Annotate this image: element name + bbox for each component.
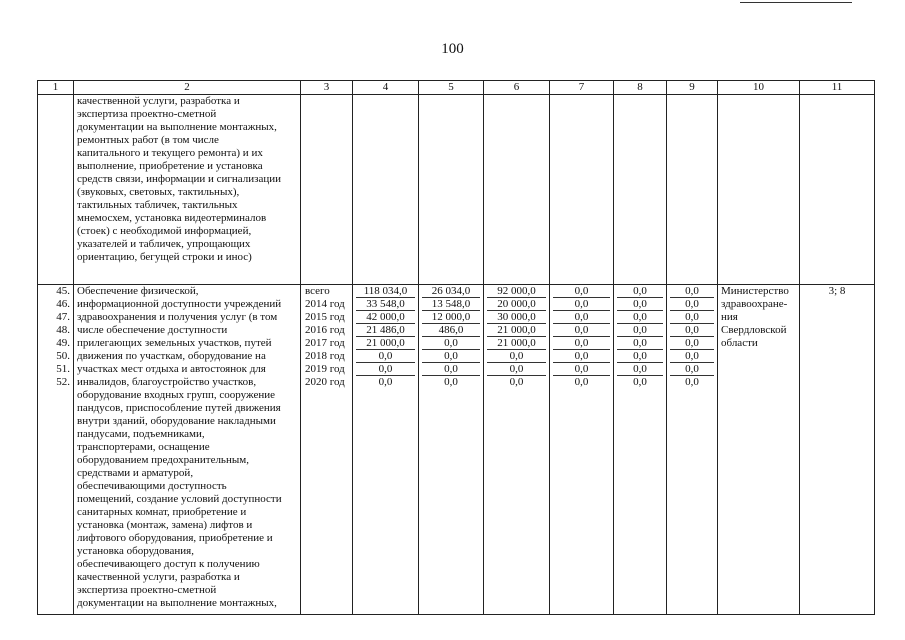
col-header: 5 [419, 81, 484, 95]
cell-line: 0,0 [553, 285, 610, 298]
cell-line: тактильных табличек, тактильных [77, 199, 238, 211]
cell-line: 0,0 [617, 363, 663, 376]
cell-line: 12 000,0 [422, 311, 480, 324]
cell-line: 2019 год [305, 363, 345, 375]
cell-line: 21 000,0 [356, 337, 415, 350]
amount-col-8 [614, 285, 667, 615]
cell-line: 21 000,0 [487, 337, 546, 350]
amount-col-4 [353, 285, 419, 615]
cell-line: обеспечивающими доступность [77, 480, 227, 492]
cell-line: здравоохранения и получения услуг (в том [77, 311, 278, 323]
cell-line: Обеспечение физической, [77, 285, 199, 297]
cell-line: информационной доступности учреждений [77, 298, 282, 310]
cell-line: 20 000,0 [487, 298, 546, 311]
cell-line: 0,0 [422, 350, 480, 363]
cell-line: (звуковых, световых, тактильных), [77, 186, 240, 198]
amount-col-7 [550, 285, 614, 615]
cell-line: области [721, 337, 758, 349]
cell-line: 0,0 [356, 350, 415, 363]
col-header: 10 [718, 81, 800, 95]
cell-line: 0,0 [574, 376, 589, 388]
cell-line: 51. [56, 363, 70, 375]
cell-line: 46. [56, 298, 70, 310]
col-header: 9 [667, 81, 718, 95]
cell-line: 0,0 [617, 324, 663, 337]
cell-line: 118 034,0 [356, 285, 415, 298]
cell-line: 0,0 [617, 298, 663, 311]
col-header: 7 [550, 81, 614, 95]
header-rule [740, 2, 852, 3]
page-number: 100 [441, 41, 464, 57]
cell-line: средствами и арматурой, [77, 467, 194, 479]
cell-line: 0,0 [670, 363, 714, 376]
executor [718, 285, 800, 615]
cell-line: помещений, создание условий доступности [77, 493, 282, 505]
source-indicator [800, 285, 875, 615]
cell-line: 92 000,0 [487, 285, 546, 298]
cell-line: 0,0 [670, 285, 714, 298]
cell-line: 26 034,0 [422, 285, 480, 298]
cell-line: 0,0 [553, 350, 610, 363]
activity-row [38, 285, 875, 615]
cell-line: Министерство [721, 285, 789, 297]
cell-line: 2015 год [305, 311, 345, 323]
cell-line: 45. [56, 285, 70, 297]
continued-description [74, 95, 301, 285]
column-number-row [38, 81, 875, 95]
cell-line: 0,0 [617, 311, 663, 324]
cell-line: 13 548,0 [422, 298, 480, 311]
year-column [301, 285, 353, 615]
cell-line: 21 000,0 [487, 324, 546, 337]
cell-line: экспертиза проектно-сметной [77, 584, 217, 596]
cell-line: 0,0 [487, 350, 546, 363]
cell-line: 486,0 [422, 324, 480, 337]
cell-line: 0,0 [633, 376, 647, 388]
source-text: 3; 8 [828, 285, 846, 297]
cell-line: 0,0 [670, 311, 714, 324]
cell-line: установка (монтаж, замена) лифтов и [77, 519, 253, 531]
cell-line: 0,0 [670, 337, 714, 350]
cell-line: 0,0 [553, 324, 610, 337]
col-header: 6 [484, 81, 550, 95]
cell-line: лифтового оборудования, приобретение и [77, 532, 273, 544]
cell-line: 49. [56, 337, 70, 349]
cell-line: движения по участкам, оборудование на [77, 350, 266, 362]
cell-line: 21 486,0 [356, 324, 415, 337]
cell-line: 50. [56, 350, 70, 362]
cell-line: выполнение, приобретение и установка [77, 160, 263, 172]
amount-col-6 [484, 285, 550, 615]
cell-line: 0,0 [670, 324, 714, 337]
cell-line: установка оборудования, [77, 545, 194, 557]
cell-line: 0,0 [670, 298, 714, 311]
cell-line: капитального и текущего ремонта) и их [77, 147, 263, 159]
amount-col-9 [667, 285, 718, 615]
col-header: 2 [74, 81, 301, 95]
cell-line: 42 000,0 [356, 311, 415, 324]
cell-line: 0,0 [685, 376, 699, 388]
cell-line: 0,0 [356, 363, 415, 376]
col-header: 8 [614, 81, 667, 95]
cell-line: 0,0 [378, 376, 393, 388]
cell-line: указателей и табличек, упрощающих [77, 238, 251, 250]
cell-line: 0,0 [422, 337, 480, 350]
cell-line: числе обеспечение доступности [77, 324, 228, 336]
cell-line: 52. [56, 376, 70, 388]
cell-line: оборудование входных групп, сооружение [77, 389, 275, 401]
cell-line: 0,0 [617, 285, 663, 298]
cell-line: 0,0 [553, 298, 610, 311]
cell-line: 33 548,0 [356, 298, 415, 311]
cell-line: Свердловской [721, 324, 787, 336]
continuation-row [38, 95, 875, 285]
col-header: 3 [301, 81, 353, 95]
cell-line: 0,0 [509, 376, 524, 388]
amount-col-5 [419, 285, 484, 615]
cell-line: 0,0 [617, 350, 663, 363]
row-numbers [38, 285, 74, 615]
cell-line: пандусов, приспособление путей движения [77, 402, 281, 414]
cell-line: документации на выполнение монтажных, [77, 121, 277, 133]
cell-line: инвалидов, благоустройство участков, [77, 376, 257, 388]
col-header: 4 [353, 81, 419, 95]
cell-line: всего [305, 285, 330, 297]
activity-description [74, 285, 301, 615]
cell-line: прилегающих земельных участков, путей [77, 337, 272, 349]
cell-line: обеспечивающего доступ к получению [77, 558, 260, 570]
cell-line: 47. [56, 311, 70, 323]
cell-line: участках мест отдыха и автостоянок для [77, 363, 266, 375]
cell-line: здравоохране- [721, 298, 788, 310]
cell-line: ния [721, 311, 738, 323]
cell-line: транспортерами, оснащение [77, 441, 210, 453]
col-header: 11 [800, 81, 875, 95]
cell-line: 0,0 [487, 363, 546, 376]
cell-line: мнемосхем, установка видеотерминалов [77, 212, 267, 224]
cell-line: 0,0 [553, 337, 610, 350]
cell-line: 2016 год [305, 324, 345, 336]
cell-line: 0,0 [617, 337, 663, 350]
cell-line: 0,0 [553, 311, 610, 324]
cell-line: 0,0 [553, 363, 610, 376]
cell-line: 30 000,0 [487, 311, 546, 324]
cell-line: ремонтных работ (в том числе [77, 134, 219, 146]
program-table [37, 80, 875, 615]
col-header: 1 [38, 81, 74, 95]
cell-line: 0,0 [422, 363, 480, 376]
cell-line: 2014 год [305, 298, 345, 310]
cell-line: 2017 год [305, 337, 345, 349]
cell-line: 0,0 [670, 350, 714, 363]
cell-line: внутри зданий, оборудование накладными [77, 415, 276, 427]
cell-line: (стоек) с необходимой информацией, [77, 225, 252, 237]
cell-line: ориентацию, бегущей строки и инос) [77, 251, 252, 263]
cell-line: санитарных комнат, приобретение и [77, 506, 247, 518]
cell-line: 2020 год [305, 376, 345, 388]
cell-line: качественной услуги, разработка и [77, 571, 240, 583]
cell-line: оборудованием предохранительным, [77, 454, 249, 466]
cell-line: 2018 год [305, 350, 345, 362]
cell-line: 0,0 [444, 376, 458, 388]
cell-line: документации на выполнение монтажных, [77, 597, 277, 609]
cell-line: 48. [56, 324, 70, 336]
cell-line: экспертиза проектно-сметной [77, 108, 217, 120]
cell-line: качественной услуги, разработка и [77, 95, 240, 107]
cell-line: средств связи, информации и сигнализации [77, 173, 282, 185]
cell-line: пандусами, подъемниками, [77, 428, 205, 440]
